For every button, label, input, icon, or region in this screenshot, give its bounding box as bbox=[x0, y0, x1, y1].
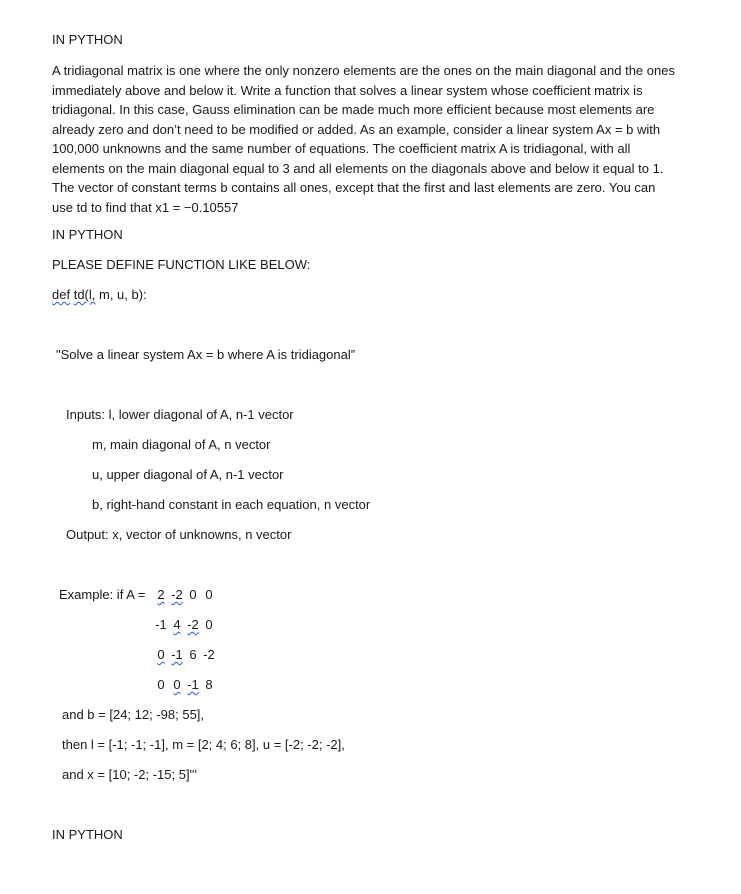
matrix-row-2 bbox=[153, 617, 217, 633]
matrix-cell: -2 bbox=[203, 647, 215, 662]
example-b-line: and b = [24; 12; -98; 55], bbox=[62, 707, 205, 722]
problem-paragraph: A tridiagonal matrix is one where the only nonzero elements are the ones on the main diagonal and the ones immediately above and below it. Write a function that solves a linear system whose coefficient matrix is tridiagonal. In this case, Gauss elimination can be made much more efficient because most elements are already zero and don’t need to be modified or added. As an example, consider a linear system Ax = b with 100,000 unknowns and the same number of equations. The coefficient matrix A is tridiagonal, with all elements on the main diagonal equal to 3 and all elements on the diagonals above and below it equal to 1. The vector of constant terms b contains all ones, except that the first and last elements are zero. You can use td to find that x1 = −0.10557 bbox=[52, 63, 675, 215]
matrix-row-3 bbox=[153, 647, 217, 663]
function-params: m, u, b): bbox=[95, 287, 147, 302]
matrix-cell: -1 bbox=[171, 647, 183, 662]
matrix-cell: 0 bbox=[205, 587, 213, 602]
matrix-cell: 0 bbox=[189, 587, 197, 602]
heading-in-python-top: IN PYTHON bbox=[52, 32, 123, 47]
heading-in-python-bottom: IN PYTHON bbox=[52, 827, 123, 842]
def-keyword: def bbox=[52, 287, 71, 302]
instruction-text: PLEASE DEFINE FUNCTION LIKE BELOW: bbox=[52, 257, 311, 272]
function-definition bbox=[52, 287, 147, 303]
docstring-summary: "Solve a linear system Ax = b where A is tridiagonal” bbox=[56, 347, 356, 362]
matrix-cell: -2 bbox=[187, 617, 199, 632]
matrix-cell: 4 bbox=[173, 617, 181, 632]
example-x-line: and x = [10; -2; -15; 5]''' bbox=[62, 767, 197, 782]
matrix-cell: 8 bbox=[205, 677, 213, 692]
output-line: Output: x, vector of unknowns, n vector bbox=[66, 527, 292, 542]
matrix-cell: 2 bbox=[157, 587, 165, 602]
matrix-row-1 bbox=[153, 587, 217, 603]
matrix-cell: 0 bbox=[157, 677, 165, 692]
matrix-cell: -1 bbox=[187, 677, 199, 692]
inputs-line-u: u, upper diagonal of A, n-1 vector bbox=[92, 467, 284, 482]
heading-in-python-middle: IN PYTHON bbox=[52, 227, 123, 242]
function-name: td(l, bbox=[73, 287, 96, 302]
matrix-cell: 6 bbox=[189, 647, 197, 662]
example-then-line: then l = [-1; -1; -1], m = [2; 4; 6; 8], u = [-2; -2; -2], bbox=[62, 737, 345, 752]
inputs-line-b: b, right-hand constant in each equation, n vector bbox=[92, 497, 371, 512]
example-prefix: Example: if A = bbox=[59, 587, 146, 602]
inputs-line-m: m, main diagonal of A, n vector bbox=[92, 437, 271, 452]
matrix-cell: 0 bbox=[173, 677, 181, 692]
matrix-cell: -1 bbox=[155, 617, 167, 632]
matrix-cell: 0 bbox=[157, 647, 165, 662]
matrix-cell: -2 bbox=[171, 587, 183, 602]
inputs-line-l: Inputs: l, lower diagonal of A, n-1 vector bbox=[66, 407, 294, 422]
matrix-row-4 bbox=[153, 677, 217, 693]
matrix-cell: 0 bbox=[205, 617, 213, 632]
